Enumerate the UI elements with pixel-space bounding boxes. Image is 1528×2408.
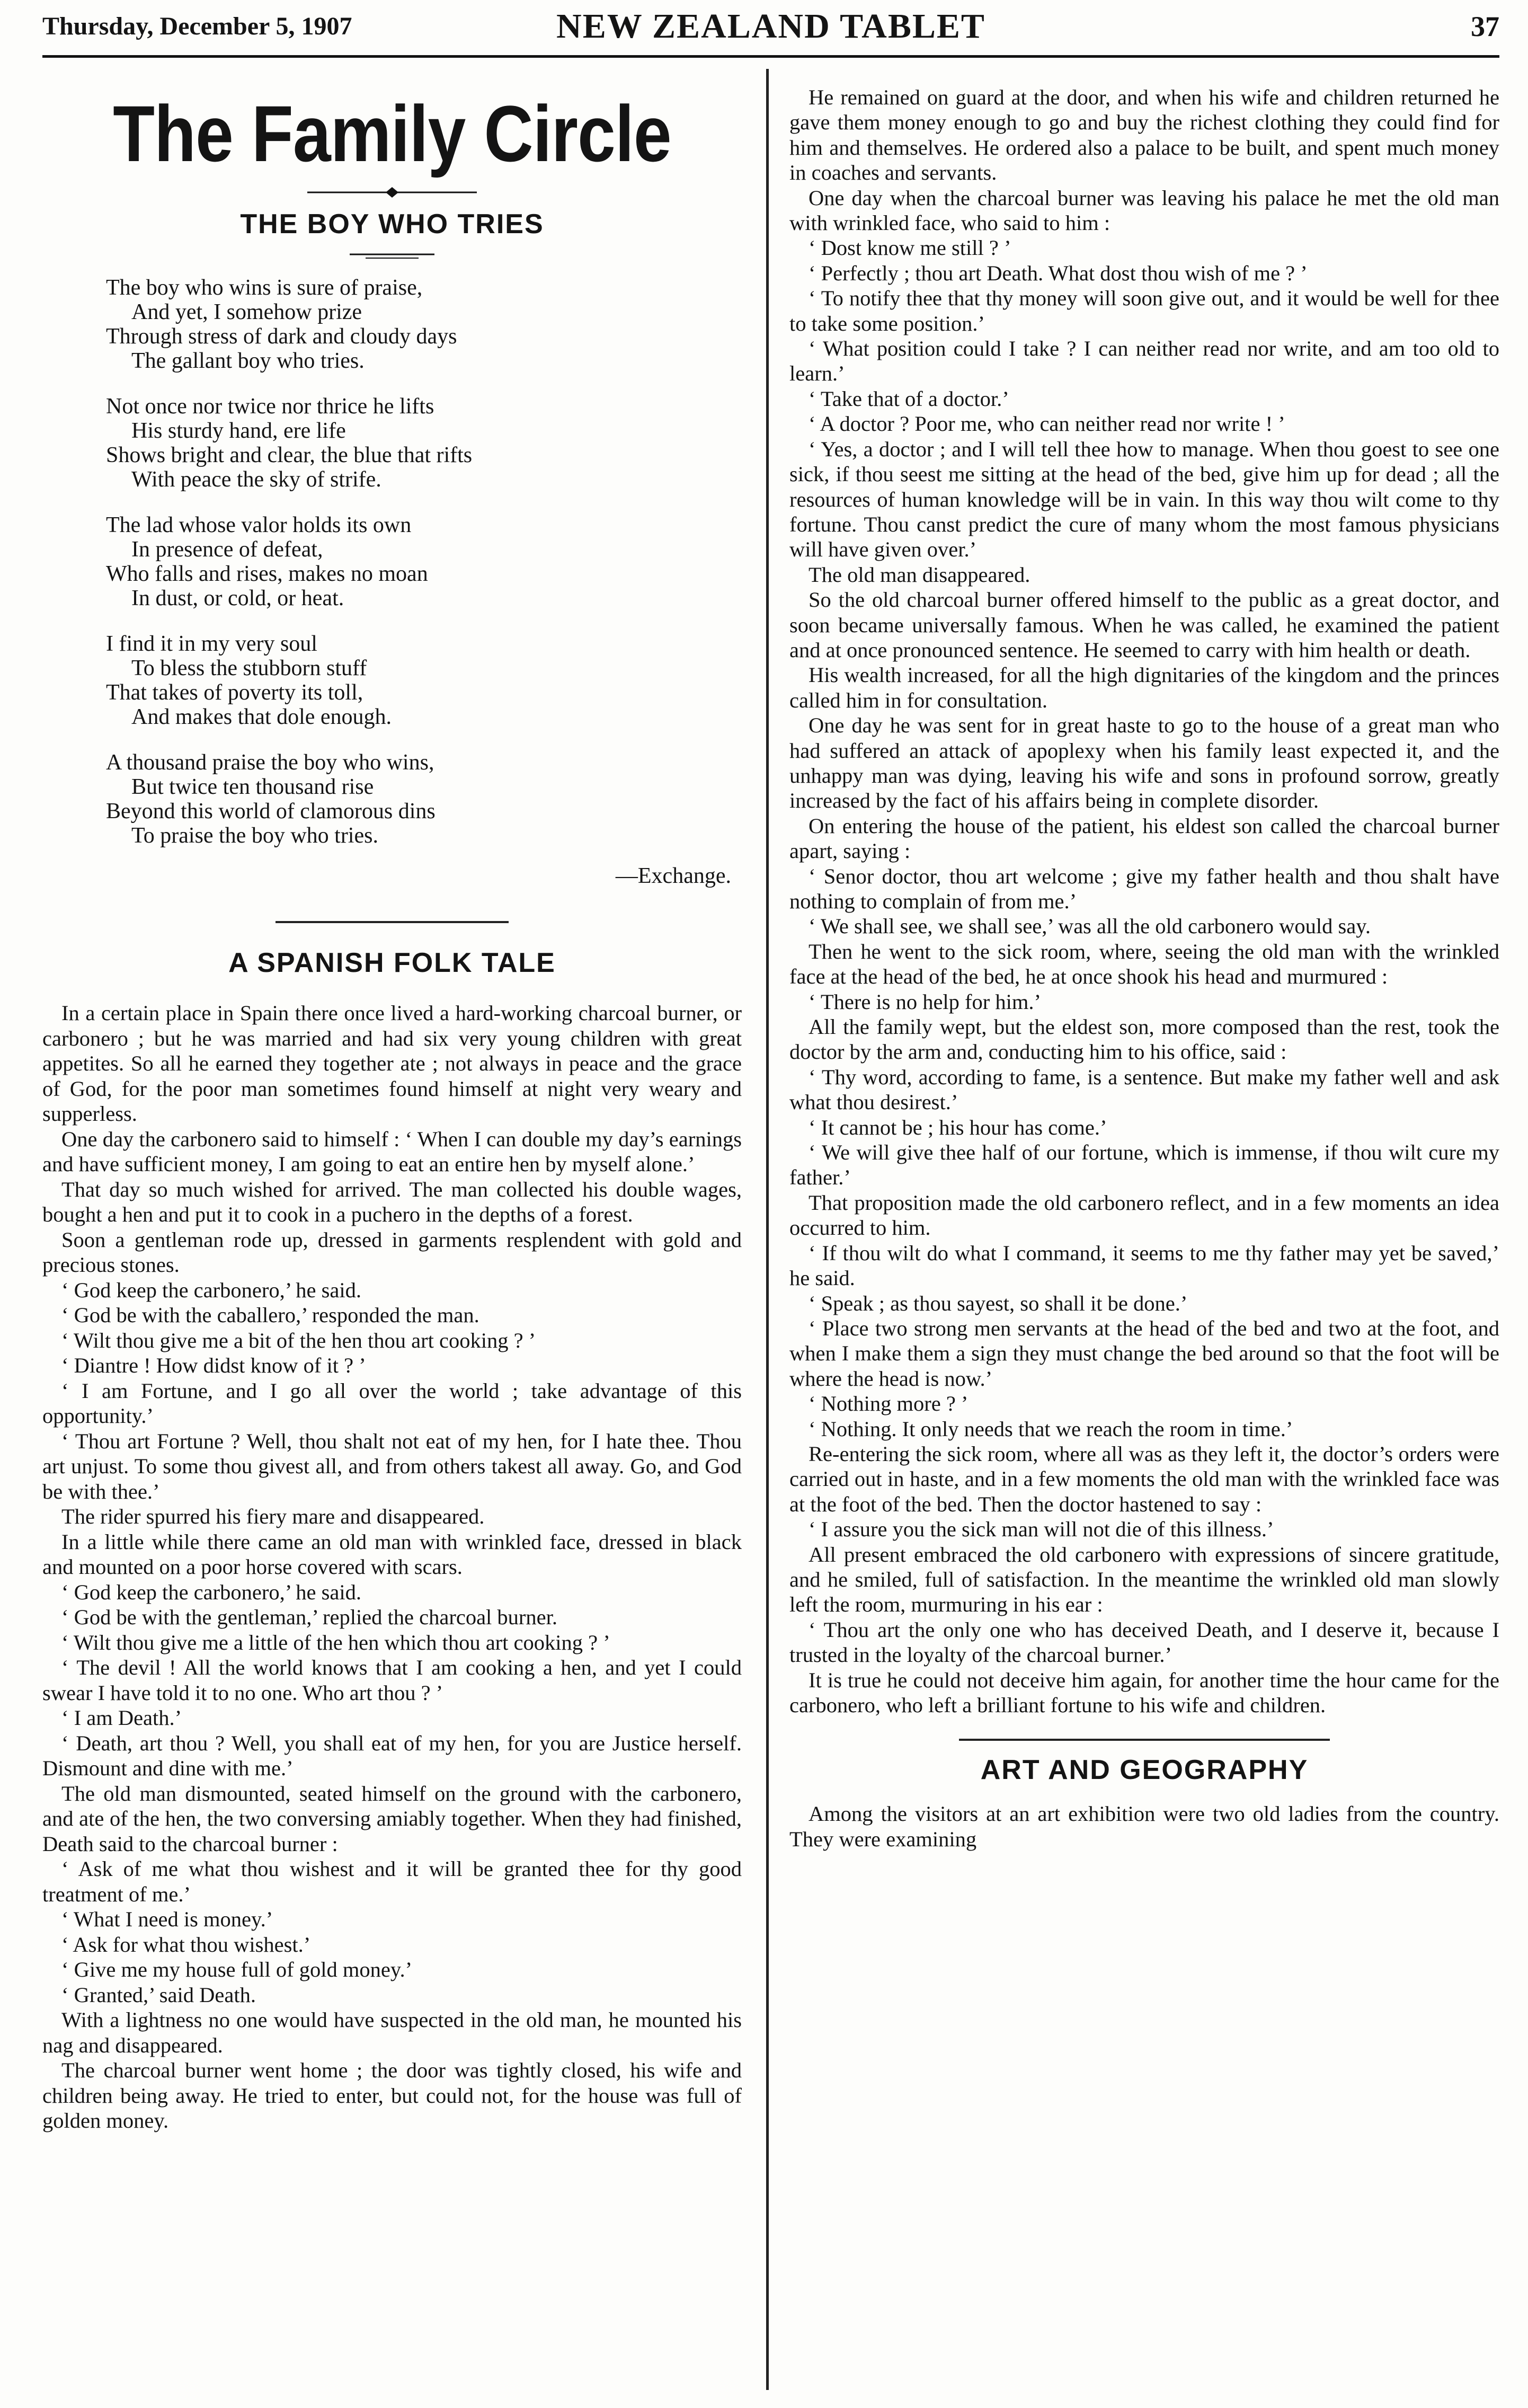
art-title: ART AND GEOGRAPHY xyxy=(980,1755,1309,1786)
poem-line: Not once nor twice nor thrice he lifts xyxy=(106,394,434,419)
paragraph: ‘ Wilt thou give me a little of the hen which thou art cooking ? ’ xyxy=(61,1630,610,1654)
paragraph: ‘ Nothing more ? ’ xyxy=(809,1392,969,1416)
paragraph: ‘ Place two strong men servants at the head of the bed and two at the foot, and when I make them a sign they must change the bed around so that the foot will be where the head is now.’ xyxy=(789,1316,1499,1391)
paragraph: All present embraced the old carbonero with expressions of sincere gratitude, and he smiled, full of satisfaction. In the meantime the wrinkled old man slowly left the room, murmuring in his ear : xyxy=(789,1542,1499,1617)
poem-line: I find it in my very soul xyxy=(106,632,317,656)
paragraph: ‘ Nothing. It only needs that we reach the room in time.’ xyxy=(809,1417,1293,1441)
poem-line: To bless the stubborn stuff xyxy=(131,656,367,680)
poem-line: The gallant boy who tries. xyxy=(131,349,365,373)
paragraph: The old man disappeared. xyxy=(809,562,1030,587)
header-rule xyxy=(42,55,1499,58)
paragraph: ‘ It cannot be ; his hour has come.’ xyxy=(809,1115,1107,1139)
poem-line: A thousand praise the boy who wins, xyxy=(106,750,434,775)
paragraph: That day so much wished for arrived. The man collected his double wages, bought a hen and put it to cook in a puchero in the depths of a forest. xyxy=(42,1177,742,1226)
paragraph: ‘ Diantre ! How didst know of it ? ’ xyxy=(61,1353,366,1377)
paragraph: All the family wept, but the eldest son, more composed than the rest, took the doctor by the arm and, conducting him to his office, said : xyxy=(789,1015,1499,1064)
paragraph: ‘ What I need is money.’ xyxy=(61,1907,273,1931)
paragraph: One day he was sent for in great haste to go to the house of a great man who had suffered an attack of apoplexy when his family least expected it, and the unhappy man was dying, leaving his wife and sons in profound sorrow, greatly increased by the fact of his affairs being in complete disorder. xyxy=(789,713,1499,813)
poem-line: To praise the boy who tries. xyxy=(131,824,378,848)
paragraph: ‘ There is no help for him.’ xyxy=(809,989,1042,1014)
paragraph: ‘ Perfectly ; thou art Death. What dost thou wish of me ? ’ xyxy=(809,261,1308,285)
paragraph: ‘ We shall see, we shall see,’ was all the old carbonero would say. xyxy=(809,914,1371,939)
paragraph: Then he went to the sick room, where, seeing the old man with the wrinkled face at the head of the bed, he at once shook his head and murmured : xyxy=(789,939,1499,989)
paragraph: One day when the charcoal burner was leaving his palace he met the old man with wrinkled face, who said to him : xyxy=(789,185,1499,235)
poem-stanza xyxy=(42,513,742,610)
poem-line: In dust, or cold, or heat. xyxy=(131,586,344,610)
paragraph: ‘ Ask for what thou wishest.’ xyxy=(61,1932,311,1956)
paragraph: ‘ Thy word, according to fame, is a sentence. But make my father well and ask what thou desirest.’ xyxy=(789,1065,1499,1114)
paragraph: ‘ We will give thee half of our fortune, which is immense, if thou wilt cure my father.’ xyxy=(789,1140,1499,1190)
running-head xyxy=(42,7,1499,46)
paragraph: ‘ I assure you the sick man will not die of this illness.’ xyxy=(809,1517,1274,1542)
paragraph: ‘ Ask of me what thou wishest and it will be granted thee for thy good treatment of me.’ xyxy=(42,1857,742,1906)
paragraph: With a lightness no one would have suspected in the old man, he mounted his nag and disappeared. xyxy=(42,2008,742,2057)
paragraph: ‘ Dost know me still ? ’ xyxy=(809,236,1011,260)
paragraph: ‘ Take that of a doctor.’ xyxy=(809,386,1009,411)
paragraph: ‘ To notify thee that thy money will soon give out, and it would be well for thee to take some position.’ xyxy=(789,286,1499,335)
poem-line: With peace the sky of strife. xyxy=(131,467,381,492)
paragraph: ‘ Wilt thou give me a bit of the hen thou art cooking ? ’ xyxy=(61,1328,536,1352)
paragraph: ‘ God be with the gentleman,’ replied the charcoal burner. xyxy=(61,1605,558,1629)
paragraph: In a certain place in Spain there once lived a hard-working charcoal burner, or carbonero ; but he was married and had six very young children with great appetites. So all he earned they together ate ; not always in peace and the grace of God, for the poor man sometimes found himself at night very weary and supperless. xyxy=(42,1001,742,1126)
article-separator xyxy=(959,1739,1330,1741)
paragraph: ‘ If thou wilt do what I command, it seems to me thy father may yet be saved,’ he said. xyxy=(789,1241,1499,1290)
paragraph: His wealth increased, for all the high dignitaries of the kingdom and the princes called him in for consultation. xyxy=(789,663,1499,712)
paragraph: It is true he could not deceive him again, for another time the hour came for the carbonero, who left a brilliant fortune to his wife and children. xyxy=(789,1668,1499,1717)
paragraph: That proposition made the old carbonero reflect, and in a few moments an idea occurred to him. xyxy=(789,1190,1499,1240)
paragraph: The charcoal burner went home ; the door was tightly closed, his wife and children being away. He tried to enter, but could not, for the house was full of golden money. xyxy=(42,2058,742,2132)
paragraph: ‘ Thou art the only one who has deceived Death, and I deserve it, because I trusted in the loyalty of the charcoal burner.’ xyxy=(789,1617,1499,1667)
paragraph: ‘ God keep the carbonero,’ he said. xyxy=(61,1278,362,1302)
poem-line: Shows bright and clear, the blue that rifts xyxy=(106,443,473,467)
poem-stanza xyxy=(42,276,742,373)
paragraph: ‘ Granted,’ said Death. xyxy=(61,1982,256,2007)
paragraph: ‘ What position could I take ? I can neither read nor write, and am too old to learn.’ xyxy=(789,337,1499,386)
poem-line: In presence of defeat, xyxy=(131,537,323,562)
paragraph: One day the carbonero said to himself : ‘ When I can double my day’s earnings and have sufficient money, I am going to eat an entire hen by myself alone.’ xyxy=(42,1127,742,1176)
paragraph: ‘ I am Fortune, and I go all over the world ; take advantage of this opportunity.’ xyxy=(42,1378,742,1428)
tale-title: A SPANISH FOLK TALE xyxy=(228,948,556,978)
publication-title: NEW ZEALAND TABLET xyxy=(556,7,985,46)
right-column xyxy=(789,85,1499,1852)
column-divider xyxy=(766,69,769,2390)
paragraph: So the old charcoal burner offered himself to the public as a great doctor, and soon became universally famous. When he was called, he examined the patient and at once pronounced sentence. He seemed to carry with him health or death. xyxy=(789,588,1499,662)
paragraph: Among the visitors at an art exhibition were two old ladies from the country. They were examining xyxy=(789,1802,1499,1851)
paragraph: ‘ God keep the carbonero,’ he said. xyxy=(61,1580,362,1604)
issue-date: Thursday, December 5, 1907 xyxy=(42,12,352,40)
poem-line: The lad whose valor holds its own xyxy=(106,513,412,537)
article-separator xyxy=(276,921,509,923)
paragraph: He remained on guard at the door, and when his wife and children returned he gave them money enough to go and buy the richest clothing they could find for him and themselves. He ordered also a palace to be built, and spent much money in coaches and servants. xyxy=(789,85,1499,185)
poem-stanza xyxy=(42,632,742,729)
poem-body xyxy=(42,276,742,848)
poem-line: And makes that dole enough. xyxy=(131,705,392,729)
poem-line: And yet, I somehow prize xyxy=(131,300,362,324)
paragraph: ‘ I am Death.’ xyxy=(61,1706,182,1730)
paragraph: ‘ Death, art thou ? Well, you shall eat of my hen, for you are Justice herself. Dismount and dine with me.’ xyxy=(42,1731,742,1780)
poem-title: THE BOY WHO TRIES xyxy=(240,209,544,240)
poem-stanza xyxy=(42,750,742,848)
poem-line: Who falls and rises, makes no moan xyxy=(106,562,428,586)
paragraph: ‘ Yes, a doctor ; and I will tell thee how to manage. When thou goest to see one sick, if thou seest me sitting at the head of the bed, give him up for dead ; all the resources of human knowledge will be in vain. In this way thou wilt come to thy fortune. Thou canst predict the cure of many whom the most famous physicians will have given over.’ xyxy=(789,437,1499,562)
section-title: The Family Circle xyxy=(113,89,671,178)
paragraph: ‘ The devil ! All the world knows that I am cooking a hen, and yet I could swear I have told it to no one. Who art thou ? ’ xyxy=(42,1656,742,1705)
paragraph: Re-entering the sick room, where all was as they left it, the doctor’s orders were carried out in haste, and in a few moments the old man with the wrinkled face was at the foot of the bed. Then the doctor hastened to say : xyxy=(789,1441,1499,1516)
left-column xyxy=(42,69,742,2133)
tale-body-right xyxy=(789,85,1499,1718)
poem-stanza xyxy=(42,394,742,492)
paragraph: The old man dismounted, seated himself on the ground with the carbonero, and ate of the hen, the two conversing amiably together. When they had finished, Death said to the charcoal burner : xyxy=(42,1781,742,1856)
paragraph: ‘ Thou art Fortune ? Well, thou shalt not eat of my hen, for I hate thee. Thou art unjust. To some thou givest all, and from others takest all away. Go, and God be with thee.’ xyxy=(42,1429,742,1503)
paragraph: ‘ Senor doctor, thou art welcome ; give my father health and thou shalt have nothing to complain of from me.’ xyxy=(789,864,1499,913)
tale-body-left xyxy=(42,1001,742,2133)
poem-line: His sturdy hand, ere life xyxy=(131,419,346,443)
paragraph: ‘ Give me my house full of gold money.’ xyxy=(61,1958,413,1981)
poem-attribution: —Exchange. xyxy=(615,864,731,888)
paragraph: ‘ Speak ; as thou sayest, so shall it be done.’ xyxy=(809,1291,1188,1315)
paragraph: On entering the house of the patient, his eldest son called the charcoal burner apart, saying : xyxy=(789,813,1499,863)
poem-line: Beyond this world of clamorous dins xyxy=(106,799,436,824)
art-body xyxy=(789,1801,1499,1852)
paragraph: In a little while there came an old man with wrinkled face, dressed in black and mounted on a poor horse covered with scars. xyxy=(42,1529,742,1579)
paragraph: ‘ A doctor ? Poor me, who can neither read nor write ! ’ xyxy=(809,412,1285,436)
poem-line: But twice ten thousand rise xyxy=(131,775,374,799)
paragraph: The rider spurred his fiery mare and disappeared. xyxy=(61,1504,485,1528)
poem-line: That takes of poverty its toll, xyxy=(106,680,363,705)
ornament-rule xyxy=(307,187,477,198)
poem-line: Through stress of dark and cloudy days xyxy=(106,324,457,349)
poem-line: The boy who wins is sure of praise, xyxy=(106,276,423,300)
paragraph: ‘ God be with the caballero,’ responded the man. xyxy=(61,1303,479,1327)
poem-title-rule xyxy=(350,252,434,260)
paragraph: Soon a gentleman rode up, dressed in garments resplendent with gold and precious stones. xyxy=(42,1227,742,1277)
page-number: 37 xyxy=(1471,11,1499,42)
